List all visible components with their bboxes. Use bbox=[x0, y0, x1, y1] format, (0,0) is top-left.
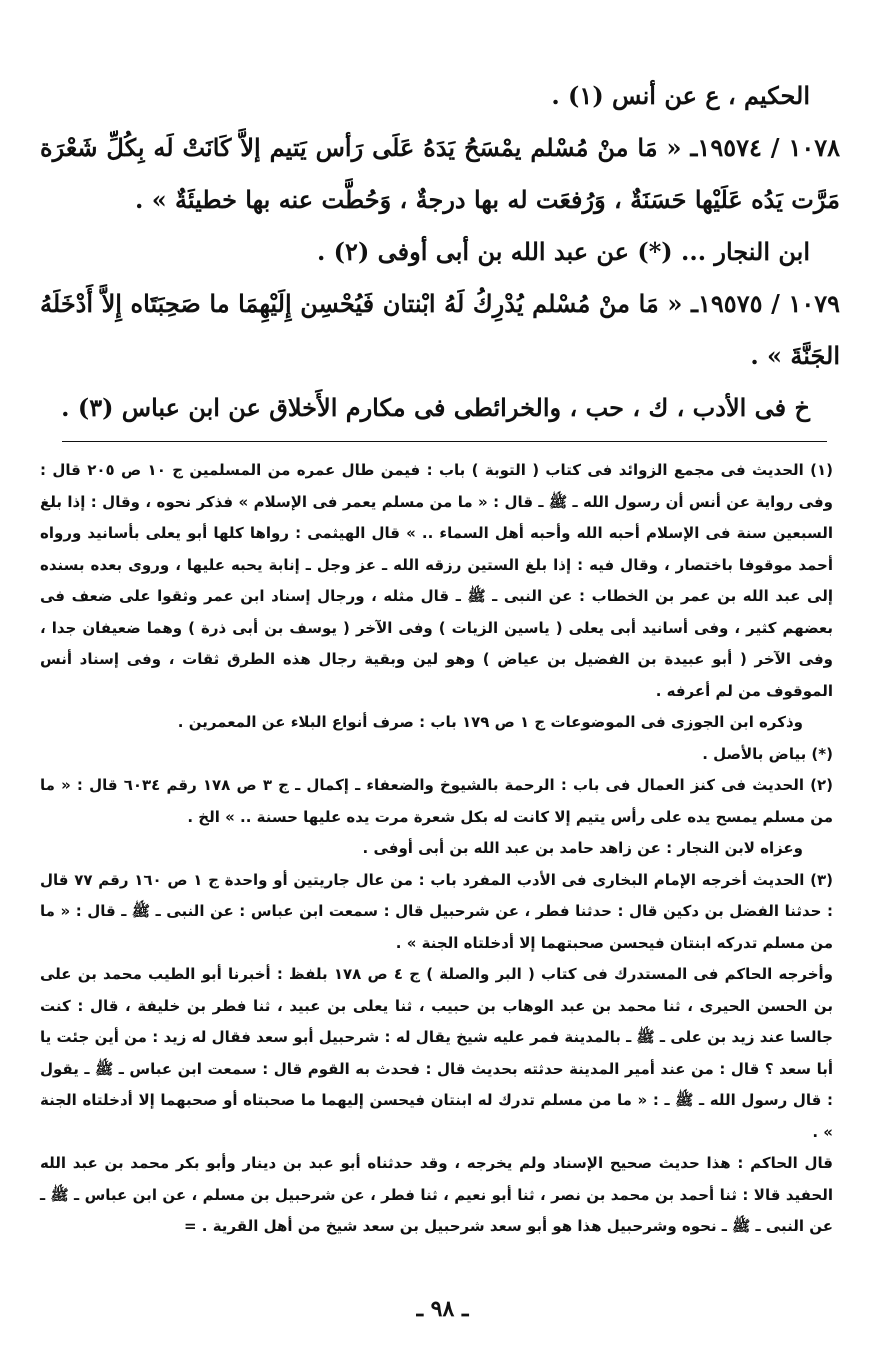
footnote-3-para-3: قال الحاكم : هذا حديث صحيح الإسناد ولم يخرجه ، وقد حدثناه أبو عبد بن دينار وأبو بكر محمد بن عبد الله الحفيد قالا : ثنا أحمد بن محمد بن نصر ، ثنا أبو نعيم ، ثنا فطر ، عن شرحبيل بن مسلم ، عن ابن عباس ـ ﷺ ـ عن النبى ـ ﷺ ـ نحوه وشرحبيل هذا هو أبو سعد شرحبيل بن سعد شيخ من أهل القرية . = bbox=[40, 1154, 833, 1235]
footnote-star: (*) بياض بالأصل . bbox=[702, 744, 833, 763]
footnotes bbox=[40, 455, 833, 1243]
source-1078: ابن النجار ... (*) عن عبد الله بن أبى أوفى (٢) . bbox=[316, 237, 810, 266]
page-number: ـ ٩٨ ـ bbox=[416, 1296, 469, 1322]
footnote-divider bbox=[62, 441, 827, 442]
footnote-3: (٣) الحديث أخرجه الإمام البخارى فى الأدب المفرد باب : من عال جاريتين أو واحدة ج ١ ص ١٦٠ رقم ٧٧ قال : حدثنا الفضل بن دكين قال : حدثنا فطر ، عن شرحبيل قال : سمعت ابن عباس : عن النبى ـ ﷺ ـ قال : « ما من مسلم تدركه ابنتان فيحسن صحبتهما إلا أدخلتاه الجنة » . bbox=[40, 870, 834, 952]
hadith-1079: ١٠٧٩ / ١٩٥٧٥ـ « مَا منْ مُسْلم يُدْرِكُ لَهُ ابْنتان فَيُحْسِن إِلَيْهِمَا ما صَحِبَتَاه إِلاَّ أَدْخَلَهُ الجَنَّةَ » . bbox=[40, 289, 840, 370]
footnote-1-extra: وذكره ابن الجوزى فى الموضوعات ج ١ ص ١٧٩ باب : صرف أنواع البلاء عن المعمرين . bbox=[177, 713, 803, 731]
main-text bbox=[40, 70, 840, 434]
footnote-2-extra: وعزاه لابن النجار : عن زاهد حامد بن عبد الله بن أبى أوفى . bbox=[362, 839, 803, 857]
footnote-3-para-2: وأخرجه الحاكم فى المستدرك فى كتاب ( البر والصلة ) ج ٤ ص ١٧٨ بلفظ : أخبرنا أبو الطيب محمد بن على بن الحسن الحيرى ، ثنا محمد بن عبد الوهاب بن حبيب ، ثنا يعلى بن عبيد ، ثنا فطر بن خليفة ، قال : كنت جالسا عند زيد بن على ـ ﷺ ـ بالمدينة فمر عليه شيخ يقال له : شرحبيل أبو سعد فقال له زيد : من أين جئت يا أبا سعد ؟ قال : من عند أمير المدينة حدثته بحديث قال : فحدث به القوم قال : سمعت ابن عباس ـ ﷺ ـ يقول : قال رسول الله ـ ﷺ ـ : « ما من مسلم تدرك له ابنتان فيحسن إليهما ما صحبتاه أو صحبهما إلا أدخلتاه الجنة » . bbox=[40, 965, 833, 1141]
source-1079: خ فى الأدب ، ك ، حب ، والخرائطى فى مكارم الأَخلاق عن ابن عباس (٣) . bbox=[61, 393, 810, 422]
footnote-1: (١) الحديث فى مجمع الزوائد فى كتاب ( التوبة ) باب : فيمن طال عمره من المسلمين ج ١٠ ص ٢٠٥ قال : وفى رواية عن أنس أن رسول الله ـ ﷺ ـ قال : « ما من مسلم يعمر فى الإسلام » فذكر نحوه ، وقال : إذا بلغ السبعين سنة فى الإسلام أحبه الله وأحبه أهل السماء .. » قال الهيثمى : رواها كلها أبو يعلى بأسانيد ورواه أحمد موقوفا باختصار ، وقال فيه : إذا بلغ الستين رزقه الله ـ عز وجل ـ إنابة يحبه عليها ، وروى بعده بسنده إلى عبد الله بن عمر بن الخطاب : عن النبى ـ ﷺ ـ قال مثله ، ورجال إسناد ابن عمر وثقوا على ضعف فى بعضهم كثير ، وفى أسانيد أبى يعلى ( ياسين الزيات ) وفى الآخر ( يوسف بن أبى ذرة ) وهما ضعيفان جدا ، وفى الآخر ( أبو عبيدة بن الفضيل بن عياض ) وهو لين وبقية رجال هذه الطرق ثقات ، وفى إسناد أنس الموقوف من لم أعرفه . bbox=[40, 461, 834, 700]
hadith-1078: ١٠٧٨ / ١٩٥٧٤ـ « مَا منْ مُسْلم يمْسَحُ يَدَهُ عَلَى رَأس يَتيم إلاَّ كَانَتْ لَه بِكُلِّ شَعْرَة مَرَّت يَدُه عَلَيْها حَسَنَةٌ ، وَرُفعَت له بها درجةٌ ، وَحُطَّت عنه بها خطيئَةٌ » . bbox=[40, 133, 840, 214]
footnote-2: (٢) الحديث فى كنز العمال فى باب : الرحمة بالشيوخ والضعفاء ـ إكمال ـ ج ٣ ص ١٧٨ رقم ٦٠٣٤ قال : « ما من مسلم يمسح يده على رأس يتيم إلا كانت له بكل شعرة مرت يده عليها حسنة .. » الخ . bbox=[40, 776, 834, 826]
line-attribution-anas: الحكيم ، ع عن أنس (١) . bbox=[551, 81, 810, 110]
